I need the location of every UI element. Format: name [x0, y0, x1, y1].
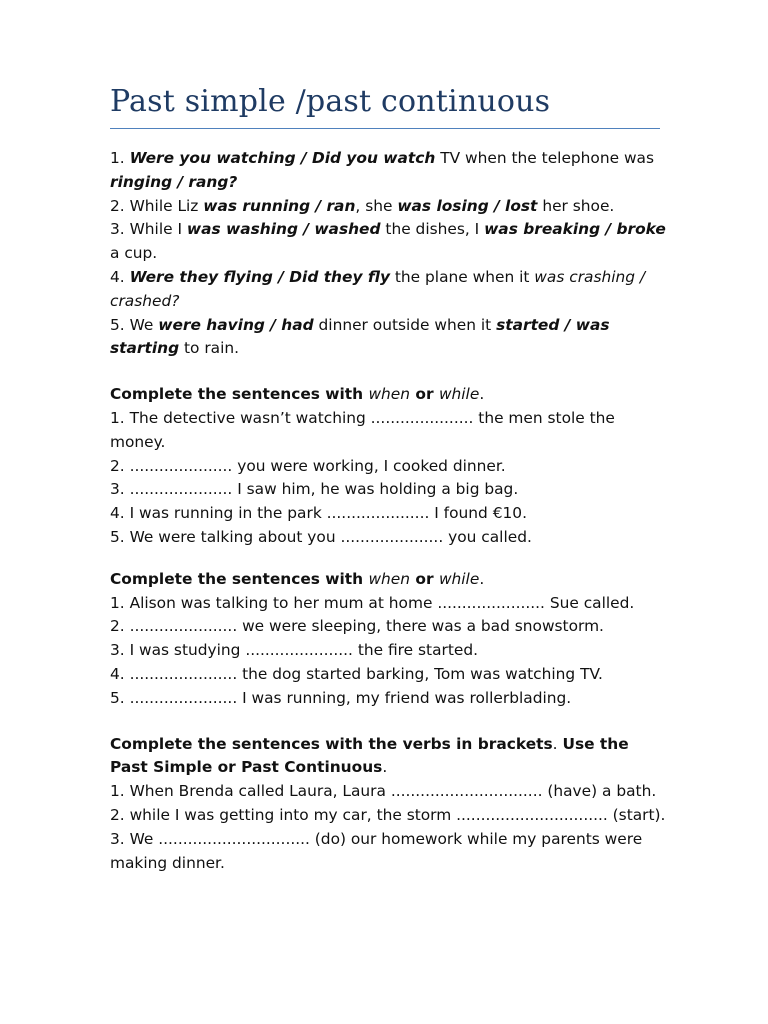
exercise-item: 3. I was studying ...................... the fire started.: [110, 641, 479, 660]
exercise-item: 3. We ............................... (do) our homework while my parents were making dinner.: [110, 829, 643, 872]
exercise-item: 2. while I was getting into my car, the storm ............................... (start).: [110, 805, 666, 824]
exercise-item: 3. ..................... I saw him, he was holding a big bag.: [110, 480, 519, 499]
sentence-2: 2. While Liz was running / ran, she was losing / lost her shoe.: [110, 196, 615, 215]
section-heading: Complete the sentences with when or while.: [110, 569, 485, 588]
section-verbs-in-brackets: [110, 733, 670, 876]
exercise-item: 1. Alison was talking to her mum at home ...................... Sue called.: [110, 593, 635, 612]
exercise-item: 1. When Brenda called Laura, Laura ............................... (have) a bath.: [110, 782, 657, 801]
section-when-while-2: [110, 568, 670, 711]
sentence-4: 4. Were they flying / Did they fly the plane when it was crashing / crashed?: [110, 267, 646, 310]
section-choose-verb: [110, 147, 670, 361]
exercise-item: 4. I was running in the park ..................... I found €10.: [110, 504, 527, 523]
exercise-item: 5. We were talking about you ..................... you called.: [110, 527, 532, 546]
title-underline: [110, 128, 660, 129]
sentence-5: 5. We were having / had dinner outside when it started / was starting to rain.: [110, 315, 610, 358]
sentence-1: 1. Were you watching / Did you watch TV when the telephone was ringing / rang?: [110, 149, 655, 191]
exercise-item: 5. ...................... I was running, my friend was rollerblading.: [110, 688, 572, 707]
sentence-3: 3. While I was washing / washed the dishes, I was breaking / broke a cup.: [110, 220, 666, 263]
page-title: Past simple /past continuous: [110, 84, 551, 119]
section-when-while-1: [110, 383, 670, 550]
exercise-item: 2. ..................... you were working, I cooked dinner.: [110, 456, 506, 475]
worksheet-body: [110, 147, 670, 875]
section-heading: Complete the sentences with when or while.: [110, 385, 485, 404]
section-heading: Complete the sentences with the verbs in brackets. Use the Past Simple or Past Continuous.: [110, 734, 629, 777]
exercise-item: 4. ...................... the dog started barking, Tom was watching TV.: [110, 664, 603, 683]
exercise-item: 2. ...................... we were sleeping, there was a bad snowstorm.: [110, 617, 604, 636]
exercise-item: 1. The detective wasn’t watching ..................... the men stole the money.: [110, 408, 615, 451]
